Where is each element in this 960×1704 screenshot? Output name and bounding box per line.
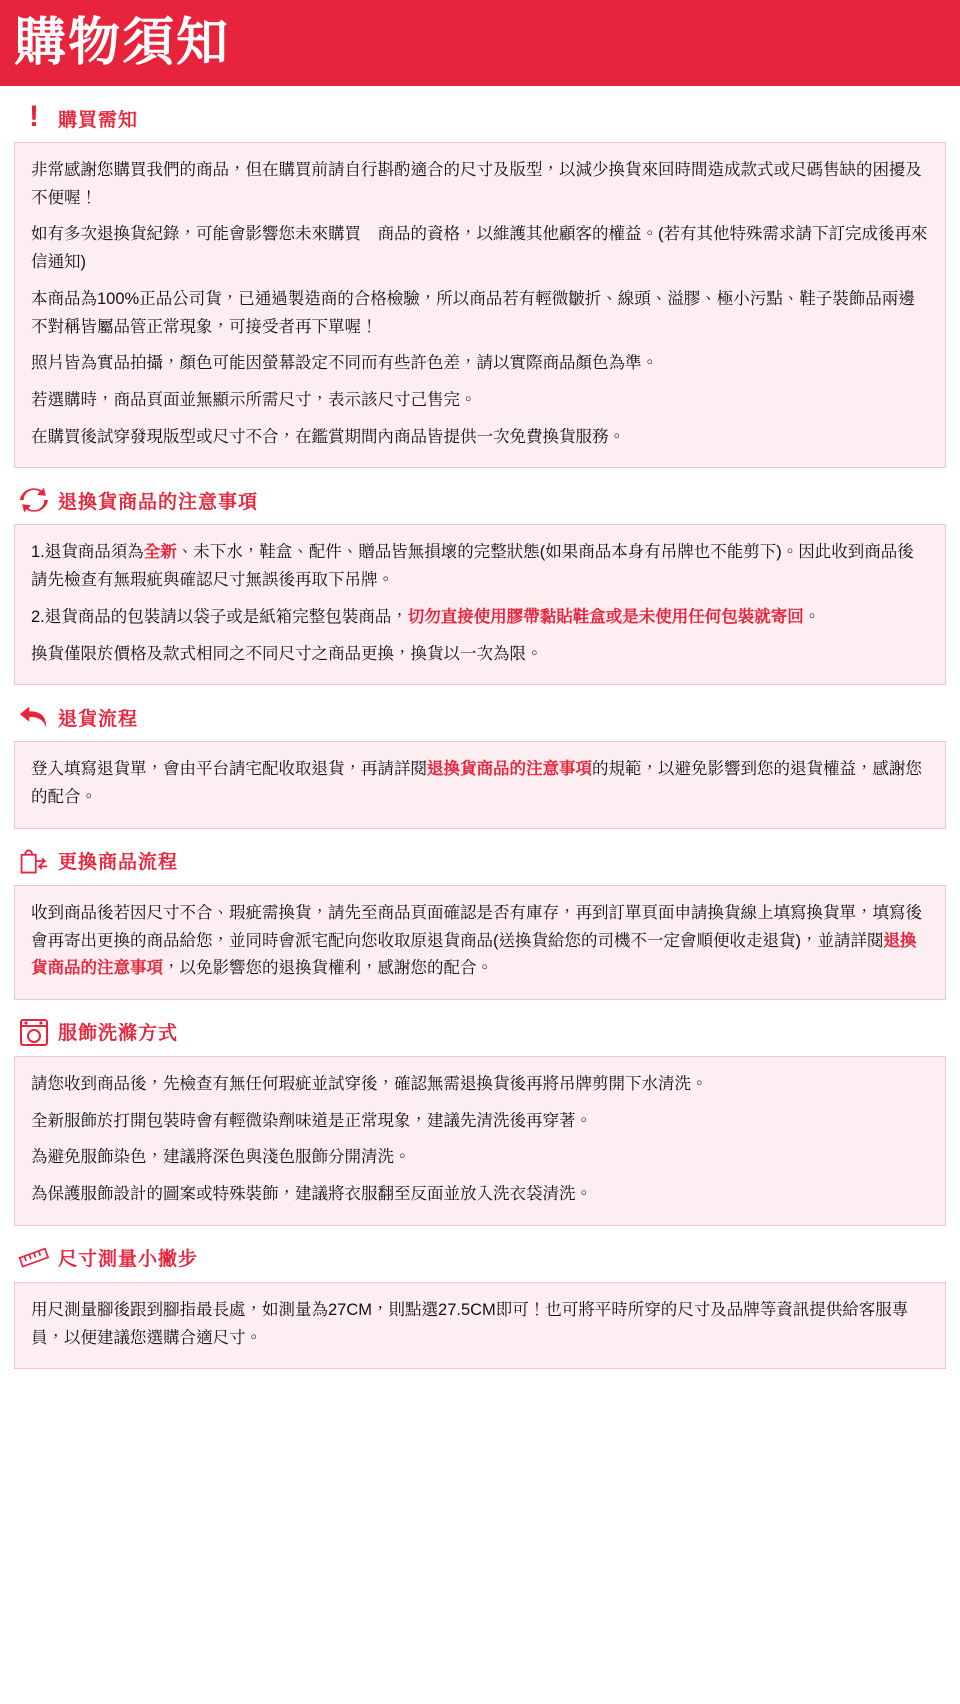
paragraph xyxy=(31,1181,929,1209)
section-body-return-exchange-notes xyxy=(14,524,946,685)
body-text: 若選購時，商品頁面並無顯示所需尺寸，表示該尺寸己售完。 xyxy=(31,391,477,410)
body-text: 非常感謝您購買我們的商品，但在購買前請自行斟酌適合的尺寸及版型，以減少換貨來回時間造成款式或尺碼售缺的困擾及不便喔！ xyxy=(31,161,922,207)
body-text: 用尺測量腳後跟到腳指最長處，如測量為27CM，則點選27.5CM即可！也可將平時所穿的尺寸及品牌等資訊提供給客服專員，以便建議您選購合適尺寸。 xyxy=(31,1300,909,1347)
body-text: 為保護服飾設計的圖案或特殊裝飾，建議將衣服翻至反面並放入洗衣袋清洗。 xyxy=(31,1185,592,1204)
section-body-exchange-process xyxy=(14,885,946,1000)
section-purchase-notice xyxy=(14,86,946,468)
paragraph xyxy=(31,539,929,594)
body-text: ，以免影響您的退換貨權利，感謝您的配合。 xyxy=(163,959,493,978)
section-header-return-exchange-notes xyxy=(14,482,946,518)
section-title-return-exchange-notes: 退換貨商品的注意事項 xyxy=(58,491,259,513)
recycle-arrows-icon-svg xyxy=(18,485,50,515)
paragraph xyxy=(31,641,929,669)
washing-machine-icon-svg xyxy=(19,1017,49,1047)
paragraph xyxy=(31,350,929,378)
body-text: 請您收到商品後，先檢查有無任何瑕疵並試穿後，確認無需退換貨後再將吊牌剪開下水清洗。 xyxy=(31,1074,708,1093)
section-body-size-measuring-tips xyxy=(14,1282,946,1369)
back-arrow-icon xyxy=(18,701,50,733)
body-text: 為避免服飾染色，建議將深色與淺色服飾分開清洗。 xyxy=(31,1148,411,1167)
body-text: 2.退貨商品的包裝請以袋子或是紙箱完整包裝商品， xyxy=(31,607,408,626)
page-title: 購物須知 xyxy=(14,14,231,72)
highlight-text: 退換貨商品的注意事項 xyxy=(31,931,917,978)
body-text: 如有多次退換貨紀錄，可能會影響您未來購買 商品的資格，以維護其他顧客的權益。(若有其他特殊需求請下訂完成後再來信通知) xyxy=(31,225,928,272)
paragraph xyxy=(31,1144,929,1172)
section-return-exchange-notes xyxy=(14,468,946,685)
section-body-return-process xyxy=(14,741,946,828)
body-text: 全新服飾於打開包裝時會有輕微染劑味道是正常現象，建議先清洗後再穿著。 xyxy=(31,1111,592,1130)
body-text: 、未下水，鞋盒、配件、贈品皆無損壞的完整狀態(如果商品本身有吊牌也不能剪下)。因此收到商品後請先檢查有無瑕疵與確認尺寸無誤後再取下吊牌。 xyxy=(31,543,914,590)
page-banner xyxy=(0,0,960,86)
body-text: 的規範，以避免影響到您的退貨權益，感謝您的配合。 xyxy=(31,760,922,807)
paragraph xyxy=(31,604,929,632)
section-return-process xyxy=(14,685,946,828)
section-exchange-process xyxy=(14,829,946,1000)
section-body-purchase-notice xyxy=(14,142,946,468)
back-arrow-icon-svg xyxy=(18,703,50,731)
paragraph xyxy=(31,1297,929,1352)
paragraph xyxy=(31,221,929,276)
section-header-exchange-process xyxy=(14,843,946,879)
section-header-return-process xyxy=(14,699,946,735)
paragraph xyxy=(31,756,929,811)
body-text: 1.退貨商品須為 xyxy=(31,543,144,562)
section-body-washing-instructions xyxy=(14,1056,946,1226)
section-title-size-measuring-tips: 尺寸測量小撇步 xyxy=(58,1249,199,1271)
ruler-icon xyxy=(18,1242,50,1274)
recycle-arrows-icon xyxy=(18,484,50,516)
highlight-text: 切勿直接使用膠帶黏貼鞋盒或是未使用任何包裝就寄回 xyxy=(407,607,804,626)
paragraph xyxy=(31,157,929,212)
section-header-purchase-notice xyxy=(14,100,946,136)
highlight-text: 退換貨商品的注意事項 xyxy=(427,760,592,779)
body-text: 本商品為100%正品公司貨，已通過製造商的合格檢驗，所以商品若有輕微皺折、線頭、溢膠、極小污點、鞋子裝飾品兩邊不對稱皆屬品管正常現象，可接受者再下單喔！ xyxy=(31,289,915,336)
body-text: 。 xyxy=(803,607,821,626)
body-text: 換貨僅限於價格及款式相同之不同尺寸之商品更換，換貨以一次為限。 xyxy=(31,644,543,663)
highlight-text: 全新 xyxy=(143,543,177,562)
section-title-purchase-notice: 購買需知 xyxy=(58,109,139,131)
paragraph xyxy=(31,1108,929,1136)
section-header-washing-instructions xyxy=(14,1014,946,1050)
exclamation-icon xyxy=(18,102,50,134)
section-size-measuring-tips xyxy=(14,1226,946,1369)
section-washing-instructions xyxy=(14,1000,946,1226)
section-title-return-process: 退貨流程 xyxy=(58,708,139,730)
body-text: 登入填寫退貨單，會由平台請宅配收取退貨，再請詳閱 xyxy=(31,760,427,779)
shopping-bag-exchange-icon-svg xyxy=(18,845,50,877)
ruler-icon-svg xyxy=(18,1245,50,1271)
body-text: 收到商品後若因尺寸不合、瑕疵需換貨，請先至商品頁面確認是否有庫存，再到訂單頁面申請換貨線上填寫換貨單，填寫後會再寄出更換的商品給您，並同時會派宅配向您收取原退貨商品(送換貨給您的司機不一定會順便收走退貨)，並請詳閱 xyxy=(31,903,922,950)
section-header-size-measuring-tips xyxy=(14,1240,946,1276)
section-title-washing-instructions: 服飾洗滌方式 xyxy=(58,1023,179,1045)
paragraph xyxy=(31,900,929,983)
paragraph xyxy=(31,424,929,452)
paragraph xyxy=(31,286,929,341)
body-text: 在購買後試穿發現版型或尺寸不合，在鑑賞期間內商品皆提供一次免費換貨服務。 xyxy=(31,427,625,446)
paragraph xyxy=(31,1071,929,1099)
washing-machine-icon xyxy=(18,1016,50,1048)
paragraph xyxy=(31,387,929,415)
sections-container xyxy=(0,86,960,1369)
shopping-bag-exchange-icon xyxy=(18,845,50,877)
section-title-exchange-process: 更換商品流程 xyxy=(58,852,179,874)
exclamation-icon: ! xyxy=(29,100,39,133)
body-text: 照片皆為實品拍攝，顏色可能因螢幕設定不同而有些許色差，請以實際商品顏色為準。 xyxy=(31,354,658,373)
